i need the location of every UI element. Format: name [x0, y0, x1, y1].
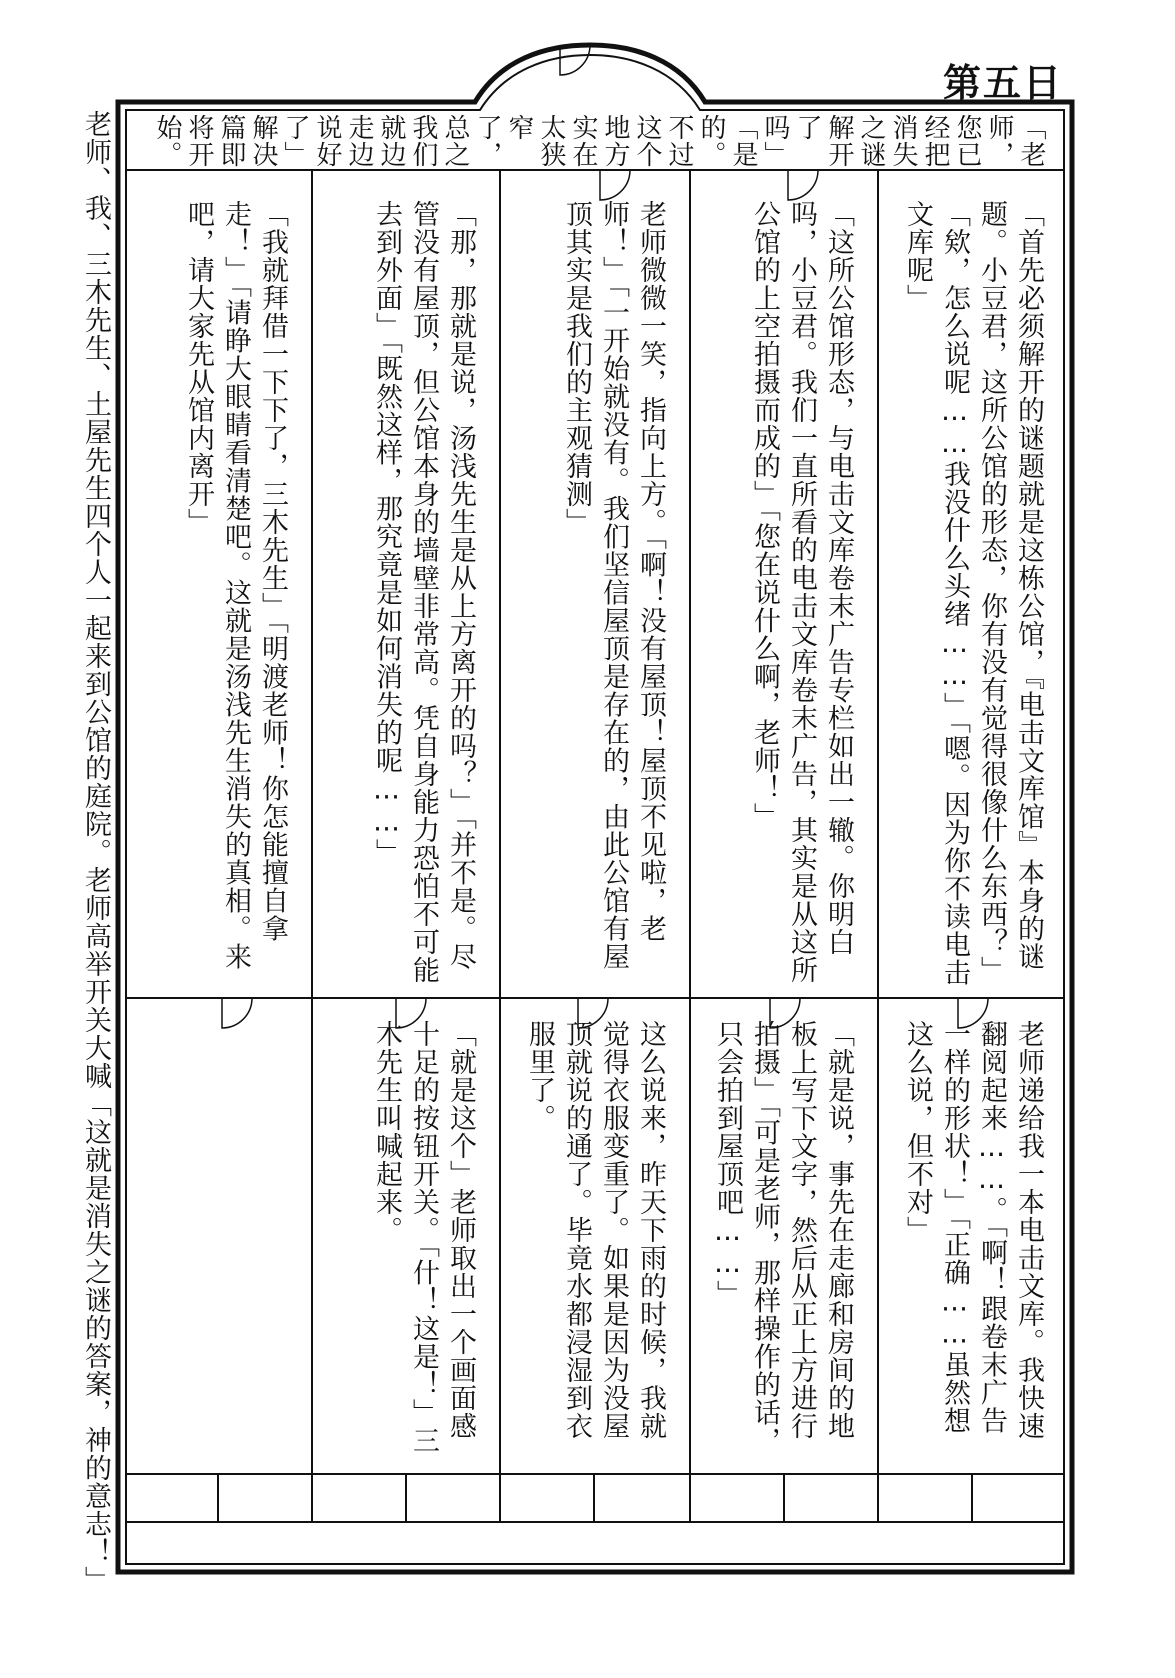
panel-1-bottom: 老师递给我一本电击文库。我快速翻阅起来……。「啊！跟卷末广告一样的形状！」「正确……虽然想这么说，但不对」: [902, 1020, 1044, 1440]
panel-2-bottom: 「就是说，事先在走廊和房间的地板上写下文字，然后从正上方进行拍摄」「可是老师，那样操作的话，只会拍到屋顶吧……」: [712, 1020, 854, 1455]
margin-text: 老师、我、三木先生、土屋先生四个人一起来到公馆的庭院。老师高举开关大喊「这就是消失之谜的答案，神的意志！」: [80, 110, 111, 1594]
panel-3-bottom: 这么说来，昨天下雨的时候，我就觉得衣服变重了。如果是因为没屋顶就说的通了。毕竟水都浸湿到衣服里了。: [524, 1020, 666, 1440]
panel-3-top: 老师微微一笑，指向上方。「啊！没有屋顶！屋顶不见啦，老师！」「一开始就没有。我们坚信屋顶是存在的，由此公馆有屋顶其实是我们的主观猜测」: [561, 200, 666, 971]
panel-2-top: 「这所公馆形态，与电击文库卷末广告专栏如出一辙。你明白吗，小豆君。我们一直所看的电击文库卷末广告，其实是从这所公馆的上空拍摄而成的」「您在说什么啊，老师！」: [749, 200, 854, 984]
panel-5-top: 「我就拜借一下下了，三木先生」「明渡老师！你怎能擅自拿走！」「请睁大眼睛看清楚吧。这就是汤浅先生消失的真相。来吧，请大家先从馆内离开」: [183, 200, 288, 971]
panel-1-top: 「首先必须解开的谜题就是这栋公馆，『电击文库馆』本身的谜题。小豆君，这所公馆的形态，你有没有觉得很像什么东西？」「欸，怎么说呢……我没什么头绪……」「嗯。因为你不读电击文库呢」: [902, 200, 1044, 987]
corridor-text: 「老师，您已经把消失之谜解开了吗」「是的。不过这个地方实在太狭窄了，总之我们就边走边说好了」解决篇即将开始。: [152, 114, 1046, 168]
panel-4-bottom: 「就是这个」老师取出一个画面感十足的按钮开关。「什！这是！」三木先生叫喊起来。: [371, 1020, 476, 1455]
day-label: 第五日: [942, 61, 1063, 105]
panel-4-top: 「那，那就是说，汤浅先生是从上方离开的吗？」「并不是。尽管没有屋顶，但公馆本身的墙壁非常高。凭自身能力恐怕不可能去到外面」「既然这样，那究竟是如何消失的呢……」: [371, 200, 476, 984]
